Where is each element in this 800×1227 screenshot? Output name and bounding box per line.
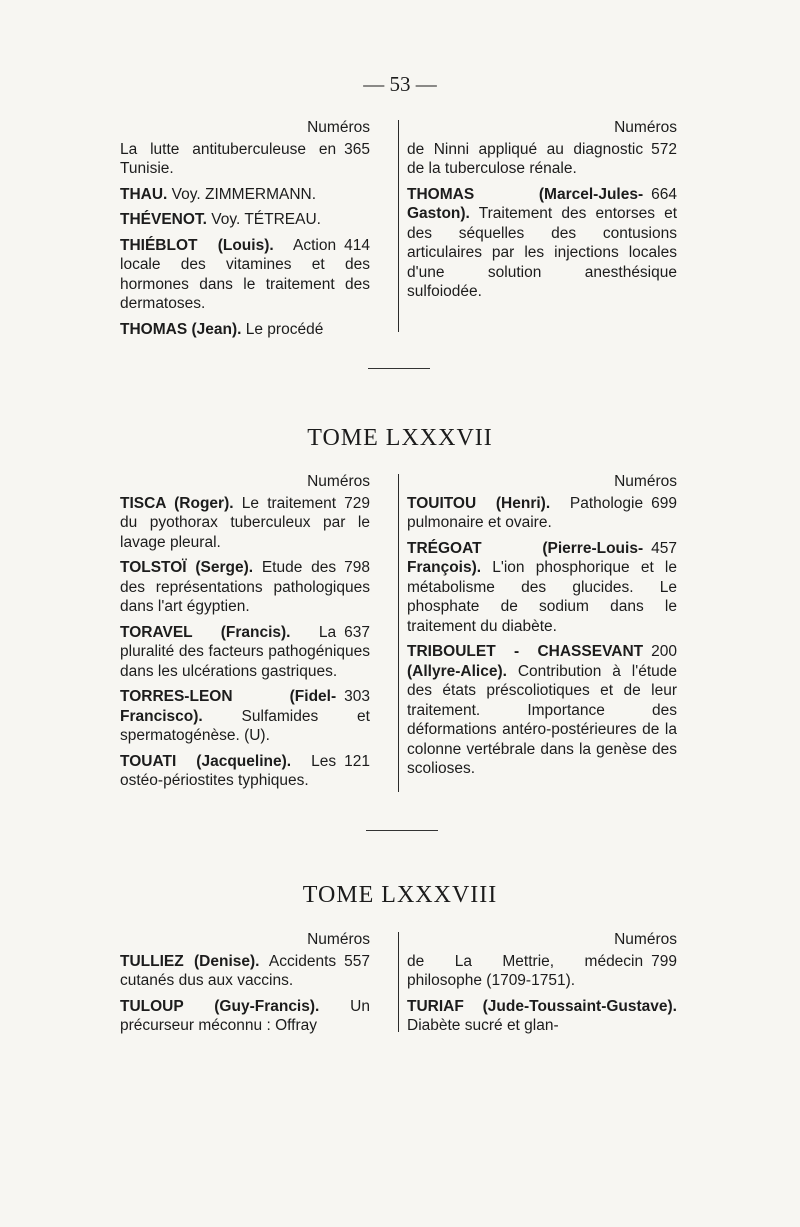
- entry-author: TISCA (Roger).: [120, 494, 234, 512]
- entry-number: 414: [344, 236, 370, 254]
- entry-title: Diabète sucré et glan-: [407, 1017, 559, 1034]
- entry-number: 121: [344, 752, 370, 770]
- numeros-label: Numéros: [307, 931, 370, 948]
- entry-number: 200: [651, 643, 677, 660]
- numeros-label: Numéros: [614, 119, 677, 136]
- entry-title: Contribution à l'étude des états préscoliotiques et de leur traitement. Importance des déformations antéro-postérieures de la colonne vertébrale dans la genèse des scolioses.: [407, 662, 677, 777]
- entry-title: Le traitement du pyothorax tuberculeux par le lavage pleural.: [120, 494, 370, 551]
- entry-author: TORAVEL (Francis).: [120, 623, 291, 641]
- index-entry: [120, 752, 370, 791]
- index-entry: [120, 494, 370, 553]
- right-column: [407, 472, 677, 785]
- entry-list: [120, 140, 370, 340]
- entry-author: THAU.: [120, 185, 168, 203]
- index-entry: [120, 320, 370, 340]
- entry-title: Traitement des entorses et des séquelles des contusions articulaires par les injections locales d'une solution anesthésique sulfoiodée.: [407, 205, 677, 300]
- index-entry: [407, 140, 677, 179]
- left-column: [120, 930, 370, 1042]
- index-entry: [407, 952, 677, 991]
- entry-title: Un précurseur méconnu : Offray: [120, 997, 370, 1034]
- index-entry: [120, 687, 370, 746]
- entry-number: 798: [344, 559, 370, 576]
- entry-author: TOLSTOÏ (Serge).: [120, 559, 254, 576]
- numeros-label: Numéros: [307, 473, 370, 490]
- entry-author: TRIBOULET - CHASSEVANT (Allyre-Alice).: [407, 643, 644, 680]
- entry-number: 457: [651, 539, 677, 557]
- entry-title: Action locale des vitamines et des hormones dans le traitement des dermatoses.: [120, 236, 370, 312]
- entry-author: THOMAS (Marcel-Jules-Gaston).: [407, 185, 644, 222]
- entry-author: TULOUP (Guy-Francis).: [120, 997, 320, 1015]
- entry-title: de Ninni appliqué au diagnostic de la tuberculose rénale.: [407, 140, 644, 177]
- entry-number: 699: [651, 494, 677, 512]
- index-entry: [120, 623, 370, 682]
- left-column: [120, 472, 370, 797]
- entry-author: TOUITOU (Henri).: [407, 494, 551, 512]
- entry-author: TURIAF (Jude-Toussaint-Gustave).: [407, 997, 677, 1015]
- entry-number: 572: [651, 140, 677, 158]
- column-divider: [398, 474, 399, 792]
- entry-list: [407, 140, 677, 302]
- entry-title: Sulfamides et spermatogénèse. (U).: [120, 707, 370, 744]
- entry-author: TRÉGOAT (Pierre-Louis-François).: [407, 539, 644, 576]
- left-column: [120, 118, 370, 345]
- index-entry: [407, 642, 677, 779]
- entry-title: Accidents cutanés dus aux vaccins.: [120, 952, 337, 989]
- index-entry: [120, 185, 370, 205]
- right-column: [407, 930, 677, 1042]
- index-entry: [120, 140, 370, 179]
- entry-number: 365: [344, 140, 370, 158]
- entry-author: THÉVENOT.: [120, 211, 207, 228]
- tome-heading: TOME LXXXVIII: [302, 882, 498, 908]
- numeros-label: Numéros: [307, 119, 370, 136]
- tome-heading: TOME LXXXVII: [307, 425, 493, 451]
- index-entry: [407, 997, 677, 1036]
- entry-number: 664: [651, 185, 677, 203]
- entry-list: [120, 952, 370, 1036]
- index-entry: [120, 558, 370, 617]
- entry-author: THIÉBLOT (Louis).: [120, 236, 274, 254]
- index-entry: [120, 210, 370, 230]
- entry-list: [407, 494, 677, 779]
- numeros-label: Numéros: [614, 931, 677, 948]
- entry-list: [407, 952, 677, 1036]
- page-number: — 53 —: [363, 72, 437, 96]
- entry-number: 799: [651, 952, 677, 970]
- column-divider: [398, 932, 399, 1032]
- index-entry: [407, 494, 677, 533]
- entry-title: Les ostéo-périostites typhiques.: [120, 752, 337, 789]
- section-rule: [366, 830, 438, 831]
- entry-title: La lutte antituberculeuse en Tunisie.: [120, 140, 337, 177]
- entry-title: de La Mettrie, médecin philosophe (1709-1751).: [407, 952, 644, 989]
- right-column: [407, 118, 677, 308]
- column-divider: [398, 120, 399, 332]
- entry-title: Etude des des représentations pathologiques dans l'art égyptien.: [120, 559, 370, 615]
- entry-author: TORRES-LEON (Fidel-Francisco).: [120, 688, 337, 725]
- section-rule: [368, 368, 430, 369]
- numeros-label: Numéros: [614, 473, 677, 490]
- index-entry: [120, 236, 370, 314]
- entry-number: 557: [344, 952, 370, 970]
- entry-list: [120, 494, 370, 791]
- entry-title: Pathologie pulmonaire et ovaire.: [407, 494, 644, 531]
- index-entry: [120, 997, 370, 1036]
- entry-number: 637: [344, 623, 370, 641]
- entry-title: Voy. TÉTREAU.: [211, 211, 321, 228]
- entry-title: La pluralité des facteurs pathogéniques dans les ulcérations gastriques.: [120, 623, 370, 680]
- entry-number: 303: [344, 688, 370, 705]
- entry-author: THOMAS (Jean).: [120, 320, 242, 338]
- entry-title: Voy. ZIMMERMANN.: [171, 185, 317, 203]
- index-entry: [407, 185, 677, 302]
- entry-title: L'ion phosphorique et le métabolisme des glucides. Le phosphate de sodium dans le traitement du diabète.: [407, 559, 677, 635]
- entry-author: TOUATI (Jacqueline).: [120, 752, 292, 770]
- index-entry: [407, 539, 677, 637]
- entry-author: TULLIEZ (Denise).: [120, 952, 260, 970]
- entry-number: 729: [344, 494, 370, 512]
- entry-title: Le procédé: [245, 320, 324, 338]
- index-entry: [120, 952, 370, 991]
